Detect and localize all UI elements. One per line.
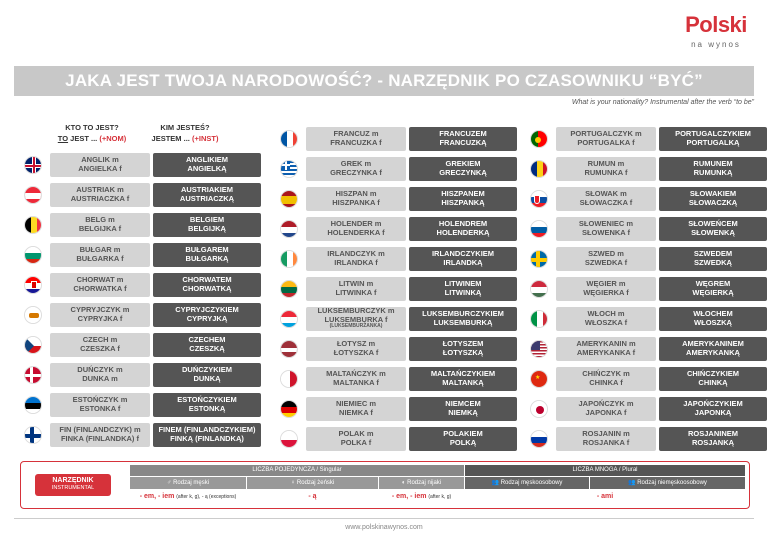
inst-masculine: ANGLIKIEM — [185, 154, 229, 164]
nationality-row — [530, 126, 767, 151]
nationality-row — [530, 426, 767, 451]
instrumental-box — [153, 243, 261, 267]
fr-flag-icon — [280, 130, 298, 148]
inst-masculine: WŁOCHEM — [693, 308, 733, 318]
inst-feminine: WĘGIERKĄ — [692, 287, 734, 297]
nationality-row — [530, 246, 767, 271]
nationality-row — [280, 186, 517, 211]
nationality-row — [280, 366, 517, 391]
nationality-row — [280, 216, 517, 241]
plural-header: LICZBA MNOGA / Plural — [465, 465, 745, 476]
header-a1-nom: (+NOM) — [99, 134, 127, 144]
inst-feminine: HISZPANKĄ — [441, 197, 485, 207]
nominative-box — [306, 127, 406, 151]
nom-masculine: SZWED m — [588, 248, 624, 258]
g4-label: Rodzaj męskoosobowy — [500, 480, 563, 486]
nom-masculine: GREK m — [340, 158, 372, 168]
nom-feminine: RUMUNKA f — [584, 167, 628, 177]
instrumental-box — [153, 423, 261, 447]
nom-feminine: ROSJANKA f — [582, 437, 630, 447]
header-q2: KIM JESTEŚ? — [160, 123, 210, 132]
nominative-box — [50, 273, 150, 297]
header-a1-pre: TO — [57, 134, 69, 144]
inst-masculine: CYPRYJCZYKIEM — [175, 304, 239, 314]
inst-feminine: PORTUGALKĄ — [686, 137, 740, 147]
logo — [680, 12, 752, 49]
narzednik-badge — [35, 474, 111, 496]
nom-feminine: BELGIJKA f — [78, 223, 122, 233]
es-flag-icon — [280, 190, 298, 208]
nom-masculine: SŁOWENIEC m — [578, 218, 634, 228]
nom-masculine: LUKSEMBURCZYK m — [317, 306, 395, 315]
nominative-box — [50, 213, 150, 237]
inst-masculine: SŁOWAKIEM — [689, 188, 737, 198]
nom-feminine: BUŁGARKA f — [76, 253, 124, 263]
inst-masculine: ROSJANINEM — [687, 428, 738, 438]
nominative-box — [306, 337, 406, 361]
nominative-box — [50, 243, 150, 267]
instrumental-box — [659, 277, 767, 301]
inst-feminine: ROSJANKĄ — [691, 437, 735, 447]
nationality-row — [530, 396, 767, 421]
nationality-row — [280, 276, 517, 301]
instrumental-box — [409, 337, 517, 361]
inst-feminine: JAPONKĄ — [694, 407, 732, 417]
inst-masculine: RUMUNEM — [693, 158, 733, 168]
inst-feminine: CZESZKĄ — [189, 343, 225, 353]
nom-masculine: IRLANDCZYK m — [327, 248, 385, 258]
nationality-row — [280, 246, 517, 271]
inst-masculine: CHORWATEM — [182, 274, 232, 284]
inst-feminine: BUŁGARKĄ — [185, 253, 229, 263]
nom-masculine: FRANCUZ m — [333, 128, 379, 138]
instrumental-box — [659, 397, 767, 421]
nationality-row — [24, 152, 261, 177]
inst-masculine: PORTUGALCZYKIEM — [675, 128, 751, 138]
nom-feminine-alt: (LUKSEMBURŻANKA) — [329, 323, 383, 330]
it-flag-icon — [530, 310, 548, 328]
nom-feminine: LUKSEMBURKA f — [324, 314, 388, 324]
be-flag-icon — [24, 216, 42, 234]
nom-feminine: PORTUGALKA f — [577, 137, 635, 147]
nationality-row — [280, 306, 517, 331]
inst-feminine: ŁOTYSZKĄ — [442, 347, 484, 357]
nominative-box — [306, 367, 406, 391]
ee-flag-icon — [24, 396, 42, 414]
pl-flag-icon — [280, 430, 298, 448]
nom-masculine: DUŃCZYK m — [77, 364, 123, 374]
inst-feminine: FRANCUZKĄ — [439, 137, 487, 147]
inst-masculine: DUŃCZYKIEM — [182, 364, 232, 374]
nom-masculine: CHIŃCZYK m — [582, 368, 630, 378]
nationality-row — [24, 272, 261, 297]
inst-feminine: POLKĄ — [449, 437, 477, 447]
instrumental-box — [153, 363, 261, 387]
gender-masc-personal: 👥 Rodzaj męskoosobowy — [465, 477, 589, 489]
nominative-box — [556, 397, 656, 421]
gender-masculine: ♂ Rodzaj męski — [130, 477, 246, 489]
gender-feminine: ♀ Rodzaj żeński — [247, 477, 378, 489]
instrumental-box — [659, 427, 767, 451]
pt-flag-icon — [530, 130, 548, 148]
nominative-box — [556, 187, 656, 211]
nominative-box — [306, 277, 406, 301]
header-a1-mid: JEST ... — [68, 134, 100, 144]
nom-masculine: POLAK m — [338, 428, 374, 438]
nom-feminine: FRANCUZKA f — [330, 137, 382, 147]
instrumental-box — [659, 367, 767, 391]
si-flag-icon — [530, 220, 548, 238]
nom-feminine: FINKA (FINLANDKA) f — [60, 433, 140, 443]
nl-flag-icon — [280, 220, 298, 238]
inst-feminine: CHINKĄ — [698, 377, 728, 387]
instrumental-box — [409, 367, 517, 391]
inst-feminine: NIEMKĄ — [448, 407, 478, 417]
nationality-row — [24, 242, 261, 267]
lt-flag-icon — [280, 280, 298, 298]
inst-feminine: LUKSEMBURKĄ — [433, 317, 493, 327]
hr-flag-icon — [24, 276, 42, 294]
nom-feminine: CYPRYJKA f — [77, 313, 123, 323]
nominative-box — [50, 363, 150, 387]
fi-flag-icon — [24, 426, 42, 444]
nominative-box — [556, 337, 656, 361]
nom-feminine: ŁOTYSZKA f — [333, 347, 379, 357]
nom-feminine: WĘGIERKA f — [583, 287, 629, 297]
instrumental-box — [659, 187, 767, 211]
nom-masculine: CHORWAT m — [76, 274, 124, 284]
instrumental-box — [409, 277, 517, 301]
nom-masculine: CZECH m — [82, 334, 118, 344]
nom-feminine: ESTONKA f — [79, 403, 121, 413]
inst-masculine: JAPOŃCZYKIEM — [683, 398, 743, 408]
nominative-box — [306, 187, 406, 211]
nom-feminine: ANGIELKA f — [78, 163, 122, 173]
instrumental-box — [153, 303, 261, 327]
g3-label: Rodzaj nijaki — [407, 480, 442, 486]
nominative-box — [556, 367, 656, 391]
inst-masculine: HOLENDREM — [438, 218, 488, 228]
nom-feminine: LITWINKA f — [335, 287, 377, 297]
nominative-box — [50, 333, 150, 357]
nom-feminine: SZWEDKA f — [584, 257, 628, 267]
cn-flag-icon: ★ — [530, 370, 548, 388]
inst-masculine: SZWEDEM — [693, 248, 733, 258]
inst-masculine: BUŁGAREM — [185, 244, 229, 254]
inst-feminine: CYPRYJKĄ — [186, 313, 228, 323]
inst-feminine: HOLENDERKĄ — [436, 227, 490, 237]
nominative-box — [556, 127, 656, 151]
nominative-box — [556, 277, 656, 301]
e3: - em, - iem — [391, 493, 427, 500]
nom-feminine: AMERYKANKA f — [576, 347, 636, 357]
instrumental-box — [153, 333, 261, 357]
nom-masculine: HOLENDER m — [330, 218, 382, 228]
nom-masculine: ROSJANIN m — [582, 428, 630, 438]
nationality-row — [530, 306, 767, 331]
instrumental-box — [153, 393, 261, 417]
gender-neuter: ◐ Rodzaj nijaki — [379, 477, 464, 489]
inst-feminine: MALTANKĄ — [442, 377, 484, 387]
g1-label: Rodzaj męski — [173, 480, 210, 486]
nominative-box — [306, 217, 406, 241]
nationality-row — [530, 156, 767, 181]
e1-sub: (after k, g), - ą (exceptions) — [176, 494, 237, 500]
nationality-row — [280, 126, 517, 151]
nominative-box — [306, 247, 406, 271]
at-flag-icon — [24, 186, 42, 204]
ending-plural: - ami — [596, 493, 614, 500]
bg-flag-icon — [24, 246, 42, 264]
nom-masculine: ANGLIK m — [81, 154, 119, 164]
nom-masculine: FIN (FINLANDCZYK) m — [59, 424, 141, 434]
uk-flag-icon — [24, 156, 42, 174]
sk-flag-icon — [530, 190, 548, 208]
nom-masculine: PORTUGALCZYK m — [570, 128, 642, 138]
instrumental-box — [153, 273, 261, 297]
narzednik-sub: INSTRUMENTAL — [51, 485, 95, 492]
ro-flag-icon — [530, 160, 548, 178]
inst-masculine: FRANCUZEM — [439, 128, 487, 138]
singular-header: LICZBA POJEDYNCZA / Singular — [130, 465, 464, 476]
nominative-box — [50, 303, 150, 327]
inst-masculine: AUSTRIAKIEM — [180, 184, 234, 194]
inst-masculine: LITWINEM — [444, 278, 482, 288]
nationality-row — [280, 156, 517, 181]
hu-flag-icon — [530, 280, 548, 298]
narzednik-label: NARZĘDNIK — [52, 477, 94, 484]
inst-feminine: AUSTRIACZKĄ — [179, 193, 235, 203]
nominative-box — [306, 307, 406, 331]
nom-masculine: HISZPAN m — [335, 188, 377, 198]
nom-masculine: LITWIN m — [338, 278, 374, 288]
header-nom — [50, 122, 134, 145]
nationality-row — [24, 182, 261, 207]
instrumental-box — [409, 187, 517, 211]
nom-feminine: GRECZYNKA f — [330, 167, 382, 177]
page-title: JAKA JEST TWOJA NARODOWOŚĆ? - NARZĘDNIK PO CZASOWNIKU “BYĆ” — [65, 71, 703, 90]
inst-masculine: ŁOTYSZEM — [442, 338, 484, 348]
ending-masculine — [130, 490, 246, 504]
inst-masculine: SŁOWEŃCEM — [688, 218, 738, 228]
us-flag-icon — [530, 340, 548, 358]
header-a2-inst: (+INST) — [191, 134, 219, 144]
footer-divider — [14, 518, 754, 519]
inst-masculine: NIEMCEM — [445, 398, 481, 408]
header-q1: KTO TO JEST? — [65, 123, 119, 132]
instrumental-box — [659, 247, 767, 271]
lu-flag-icon — [280, 310, 298, 328]
inst-masculine: GREKIEM — [445, 158, 481, 168]
inst-feminine: RUMUNKĄ — [693, 167, 733, 177]
ending-feminine: - ą — [308, 493, 317, 500]
nom-masculine: ŁOTYSZ m — [336, 338, 376, 348]
inst-masculine: WĘGREM — [695, 278, 731, 288]
inst-feminine: SŁOWACZKĄ — [688, 197, 738, 207]
inst-feminine: AMERYKANKĄ — [686, 347, 740, 357]
de-flag-icon — [280, 400, 298, 418]
instrumental-box — [659, 217, 767, 241]
inst-masculine: AMERYKANINEM — [682, 338, 744, 348]
nominative-box — [556, 247, 656, 271]
inst-feminine: FINKĄ (FINLANDKĄ) — [170, 433, 244, 443]
nominative-box — [556, 157, 656, 181]
nationality-row — [24, 212, 261, 237]
dk-flag-icon — [24, 366, 42, 384]
nominative-box — [50, 183, 150, 207]
nom-masculine: CYPRYJCZYK m — [70, 304, 130, 314]
inst-feminine: WŁOSZKĄ — [694, 317, 732, 327]
inst-feminine: IRLANDKĄ — [443, 257, 483, 267]
nom-feminine: HISZPANKA f — [332, 197, 380, 207]
nationality-row — [24, 362, 261, 387]
inst-feminine: DUNKĄ — [193, 373, 221, 383]
instrumental-box — [409, 307, 517, 331]
header-a2: JESTEM ... — [151, 134, 192, 144]
nom-masculine: WĘGIER m — [586, 278, 626, 288]
nationality-row — [530, 276, 767, 301]
nom-feminine: IRLANDKA f — [334, 257, 378, 267]
nom-feminine: CZESZKA f — [80, 343, 120, 353]
inst-feminine: LITWINKĄ — [444, 287, 482, 297]
nominative-box — [50, 153, 150, 177]
inst-feminine: BELGIJKĄ — [188, 223, 226, 233]
nom-masculine: AMERYKANIN m — [576, 338, 636, 348]
nom-masculine: NIEMIEC m — [335, 398, 376, 408]
instrumental-box — [153, 183, 261, 207]
e1: - em, - iem — [139, 493, 175, 500]
nationality-row — [280, 396, 517, 421]
nom-masculine: ESTOŃCZYK m — [72, 394, 128, 404]
inst-masculine: FINEM (FINLANDCZYKIEM) — [158, 424, 256, 434]
jp-flag-icon — [530, 400, 548, 418]
nom-feminine: AUSTRIACZKA f — [70, 193, 130, 203]
instrumental-box — [409, 427, 517, 451]
nom-masculine: JAPOŃCZYK m — [578, 398, 634, 408]
cz-flag-icon — [24, 336, 42, 354]
logo-tagline: na wynos — [691, 40, 741, 49]
inst-feminine: ESTONKĄ — [188, 403, 226, 413]
nom-feminine: WŁOSZKA f — [584, 317, 628, 327]
logo-brand: Polski — [685, 12, 747, 37]
se-flag-icon — [530, 250, 548, 268]
instrumental-box — [153, 153, 261, 177]
nationality-row — [530, 186, 767, 211]
inst-masculine: MALTAŃCZYKIEM — [430, 368, 496, 378]
instrumental-box — [409, 157, 517, 181]
nominative-box — [306, 157, 406, 181]
nationality-row — [530, 366, 767, 391]
inst-masculine: CHIŃCZYKIEM — [686, 368, 740, 378]
instrumental-box — [659, 337, 767, 361]
instrumental-box — [409, 217, 517, 241]
inst-masculine: IRLANDCZYKIEM — [431, 248, 495, 258]
inst-masculine: LUKSEMBURCZYKIEM — [422, 308, 504, 318]
gender-non-masc-personal: 👥 Rodzaj niemęskoosobowy — [590, 477, 745, 489]
nom-feminine: JAPONKA f — [585, 407, 627, 417]
instrumental-box — [409, 397, 517, 421]
inst-feminine: SŁOWENKĄ — [691, 227, 735, 237]
header-inst — [140, 122, 230, 145]
inst-masculine: POLAKIEM — [443, 428, 483, 438]
nom-feminine: NIEMKA f — [339, 407, 373, 417]
nationality-row — [24, 422, 261, 447]
nom-masculine: RUMUN m — [587, 158, 625, 168]
nom-feminine: MALTANKA f — [333, 377, 379, 387]
nationality-row — [280, 426, 517, 451]
nom-feminine: POLKA f — [340, 437, 372, 447]
nom-feminine: DUNKA m — [82, 373, 118, 383]
nom-masculine: SŁOWAK m — [585, 188, 627, 198]
inst-masculine: ESTOŃCZYKIEM — [177, 394, 237, 404]
nom-masculine: BUŁGAR m — [79, 244, 121, 254]
nominative-box — [556, 427, 656, 451]
nationality-row — [24, 302, 261, 327]
inst-feminine: CHORWATKĄ — [182, 283, 232, 293]
inst-masculine: HISZPANEM — [441, 188, 485, 198]
nom-feminine: CHORWATKA f — [73, 283, 127, 293]
instrumental-box — [659, 157, 767, 181]
instrumental-box — [153, 213, 261, 237]
instrumental-box — [409, 247, 517, 271]
nominative-box — [50, 423, 150, 447]
inst-feminine: SZWEDKĄ — [694, 257, 732, 267]
nom-masculine: BELG m — [85, 214, 115, 224]
nominative-box — [306, 397, 406, 421]
nom-feminine: HOLENDERKA f — [327, 227, 385, 237]
title-banner — [14, 66, 754, 96]
nom-feminine: CHINKA f — [589, 377, 623, 387]
nominative-box — [556, 307, 656, 331]
instrumental-box — [659, 127, 767, 151]
site-url[interactable]: www.polskinawynos.com — [345, 524, 423, 531]
nom-feminine: SŁOWACZKA f — [579, 197, 633, 207]
inst-feminine: ANGIELKĄ — [187, 163, 227, 173]
nationality-row — [24, 332, 261, 357]
inst-masculine: BELGIEM — [189, 214, 225, 224]
nationality-row — [530, 336, 767, 361]
e3-sub: (after k, g) — [428, 494, 452, 500]
ru-flag-icon — [530, 430, 548, 448]
nominative-box — [306, 427, 406, 451]
nationality-row — [280, 336, 517, 361]
nationality-row — [24, 392, 261, 417]
lv-flag-icon — [280, 340, 298, 358]
nom-masculine: AUSTRIAK m — [76, 184, 124, 194]
inst-masculine: CZECHEM — [188, 334, 226, 344]
instrumental-box — [659, 307, 767, 331]
nominative-box — [556, 217, 656, 241]
nom-feminine: SŁOWENKA f — [581, 227, 631, 237]
nom-masculine: MALTAŃCZYK m — [326, 368, 386, 378]
nationality-row — [530, 216, 767, 241]
nominative-box — [50, 393, 150, 417]
g5-label: Rodzaj niemęskoosobowy — [637, 480, 707, 486]
page-subtitle: What is your nationality? Instrumental after the verb “to be” — [571, 99, 754, 106]
ending-neuter — [379, 490, 464, 504]
g2-label: Rodzaj żeński — [296, 480, 335, 486]
nom-masculine: WŁOCH m — [587, 308, 625, 318]
gr-flag-icon — [280, 160, 298, 178]
instrumental-box — [409, 127, 517, 151]
cy-flag-icon — [24, 306, 42, 324]
ie-flag-icon — [280, 250, 298, 268]
mt-flag-icon — [280, 370, 298, 388]
inst-feminine: GRECZYNKĄ — [439, 167, 487, 177]
